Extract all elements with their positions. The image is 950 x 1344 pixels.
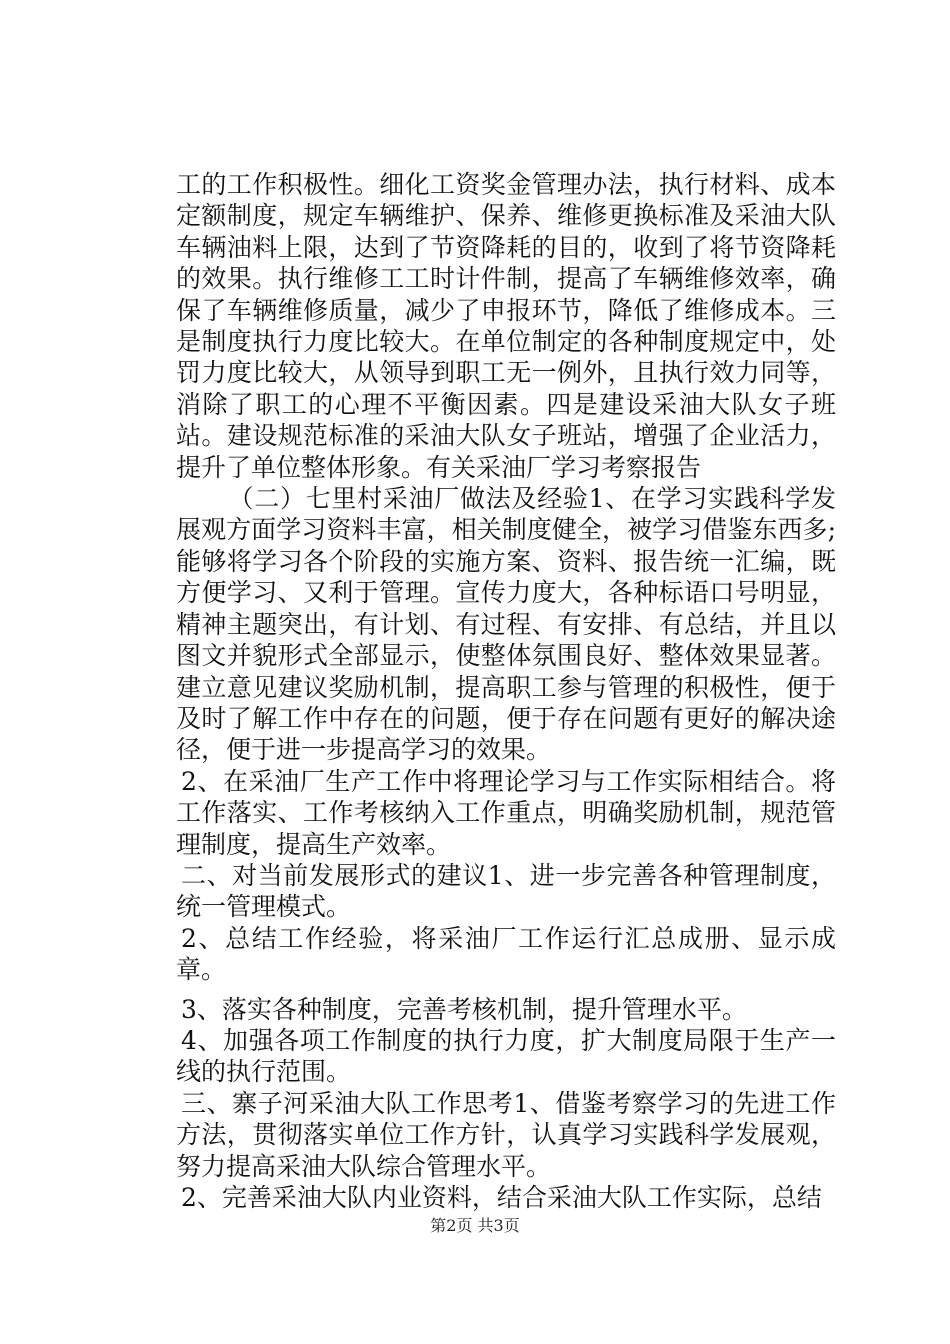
paragraph-1: 工的工作积极性。细化工资奖金管理办法，执行材料、成本定额制度，规定车辆维护、保养、维修更换标准及采油大队车辆油料上限，达到了节资降耗的目的，收到了将节资降耗的效果。执行维修工工时计件制，提高了车辆维修效率，确保了车辆维修质量，减少了申报环节，降低了维修成本。三是制度执行力度比较大。在单位制定的各种制度规定中，处罚力度比较大，从领导到职工无一例外，且执行效力同等，消除了职工的心理不平衡因素。四是建设采油大队女子班站。建设规范标准的采油大队女子班站，增强了企业活力，提升了单位整体形象。有关采油厂学习考察报告 [176, 170, 836, 482]
paragraph-3: 2、在采油厂生产工作中将理论学习与工作实际相结合。将工作落实、工作考核纳入工作重点，明确奖励机制，规范管理制度，提高生产效率。 [176, 766, 836, 859]
paragraph-9: 2、完善采油大队内业资料，结合采油大队工作实际，总结 [181, 1183, 822, 1212]
paragraph-7: 4、加强各项工作制度的执行力度，扩大制度局限于生产一线的执行范围。 [176, 1025, 836, 1087]
page-footer: 第2页 共3页 [430, 1216, 520, 1235]
paragraph-2: （二）七里村采油厂做法及经验1、在学习实践科学发展观方面学习资料丰富，相关制度健全，被学习借鉴东西多;能够将学习各个阶段的实施方案、资料、报告统一汇编，既方便学习、又利于管理。宣传力度大，各种标语口号明显，精神主题突出，有计划、有过程、有安排、有总结，并且以图文并貌形式全部显示，使整体氛围良好、整体效果显著。建立意见建议奖励机制，提高职工参与管理的积极性，便于及时了解工作中存在的问题，便于存在问题有更好的解决途径，便于进一步提高学习的效果。 [176, 484, 836, 765]
paragraph-4: 二、对当前发展形式的建议1、进一步完善各种管理制度，统一管理模式。 [176, 860, 836, 922]
document-body [176, 169, 836, 1213]
paragraph-6: 3、落实各种制度，完善考核机制，提升管理水平。 [181, 994, 747, 1024]
paragraph-8: 三、寨子河采油大队工作思考1、借鉴考察学习的先进工作方法，贯彻落实单位工作方针，认真学习实践科学发展观，努力提高采油大队综合管理水平。 [176, 1088, 836, 1181]
paragraph-5: 2、总结工作经验，将采油厂工作运行汇总成册、显示成章。 [176, 923, 836, 985]
